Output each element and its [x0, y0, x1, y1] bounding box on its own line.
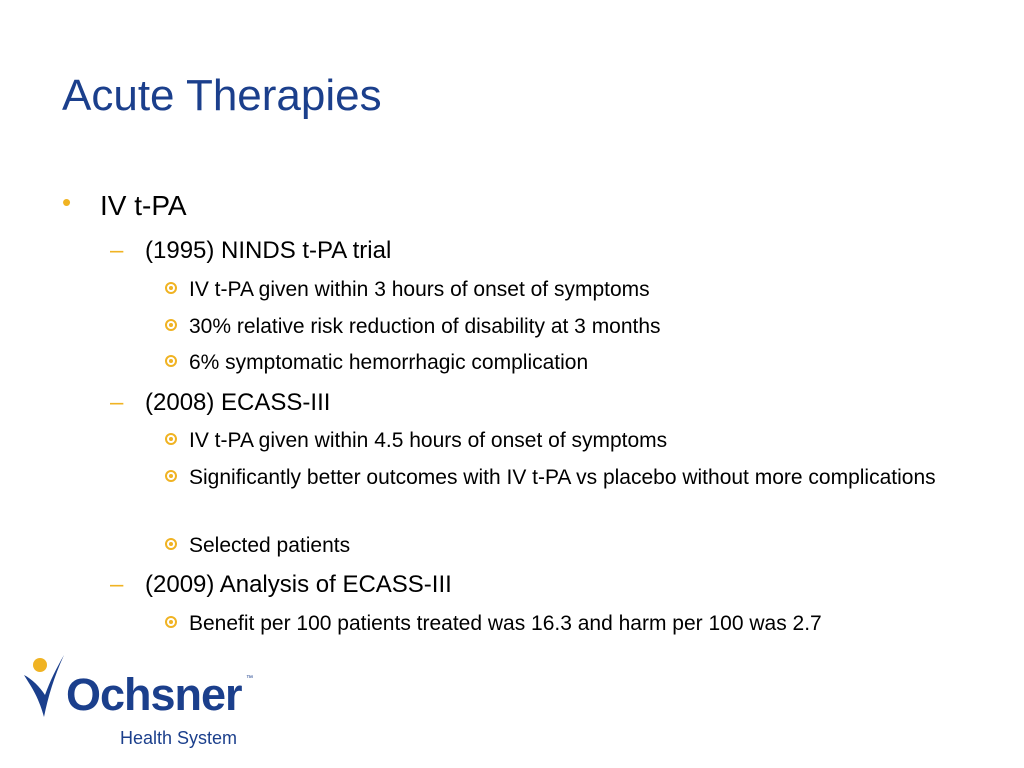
circled-dot-icon	[165, 538, 177, 550]
en-dash-icon: –	[110, 571, 124, 598]
bullet-text: IV t-PA	[100, 190, 187, 221]
point-text: IV t-PA given within 4.5 hours of onset of symptoms	[189, 429, 668, 452]
circled-dot-icon	[165, 470, 177, 482]
subitem-text: (2008) ECASS-III	[145, 389, 331, 416]
circled-dot-icon	[165, 355, 177, 367]
subitem-text: (1995) NINDS t-PA trial	[145, 237, 392, 264]
point-text: IV t-PA given within 3 hours of onset of symptoms	[189, 278, 650, 301]
point-text: 6% symptomatic hemorrhagic complication	[189, 351, 589, 374]
slide-title: Acute Therapies	[62, 71, 382, 120]
logo-subtitle: Health System	[120, 728, 238, 748]
en-dash-icon: –	[110, 237, 124, 264]
logo-trademark: ™	[246, 675, 253, 682]
ochsner-logo	[20, 645, 260, 755]
subitem-text: (2009) Analysis of ECASS-III	[145, 571, 452, 598]
point-text: Significantly better outcomes with IV t-PA vs placebo without more complications	[189, 466, 936, 489]
point-text: Benefit per 100 patients treated was 16.3 and harm per 100 was 2.7	[189, 612, 822, 635]
en-dash-icon: –	[110, 389, 124, 416]
point-text: 30% relative risk reduction of disability at 3 months	[189, 315, 661, 338]
logo-wordmark: Ochsner	[66, 669, 242, 720]
circled-dot-icon	[165, 319, 177, 331]
bullet-dot-icon: •	[62, 187, 72, 217]
point-text: Selected patients	[189, 534, 351, 557]
circled-dot-icon	[165, 616, 177, 628]
circled-dot-icon	[165, 433, 177, 445]
circled-dot-icon	[165, 282, 177, 294]
